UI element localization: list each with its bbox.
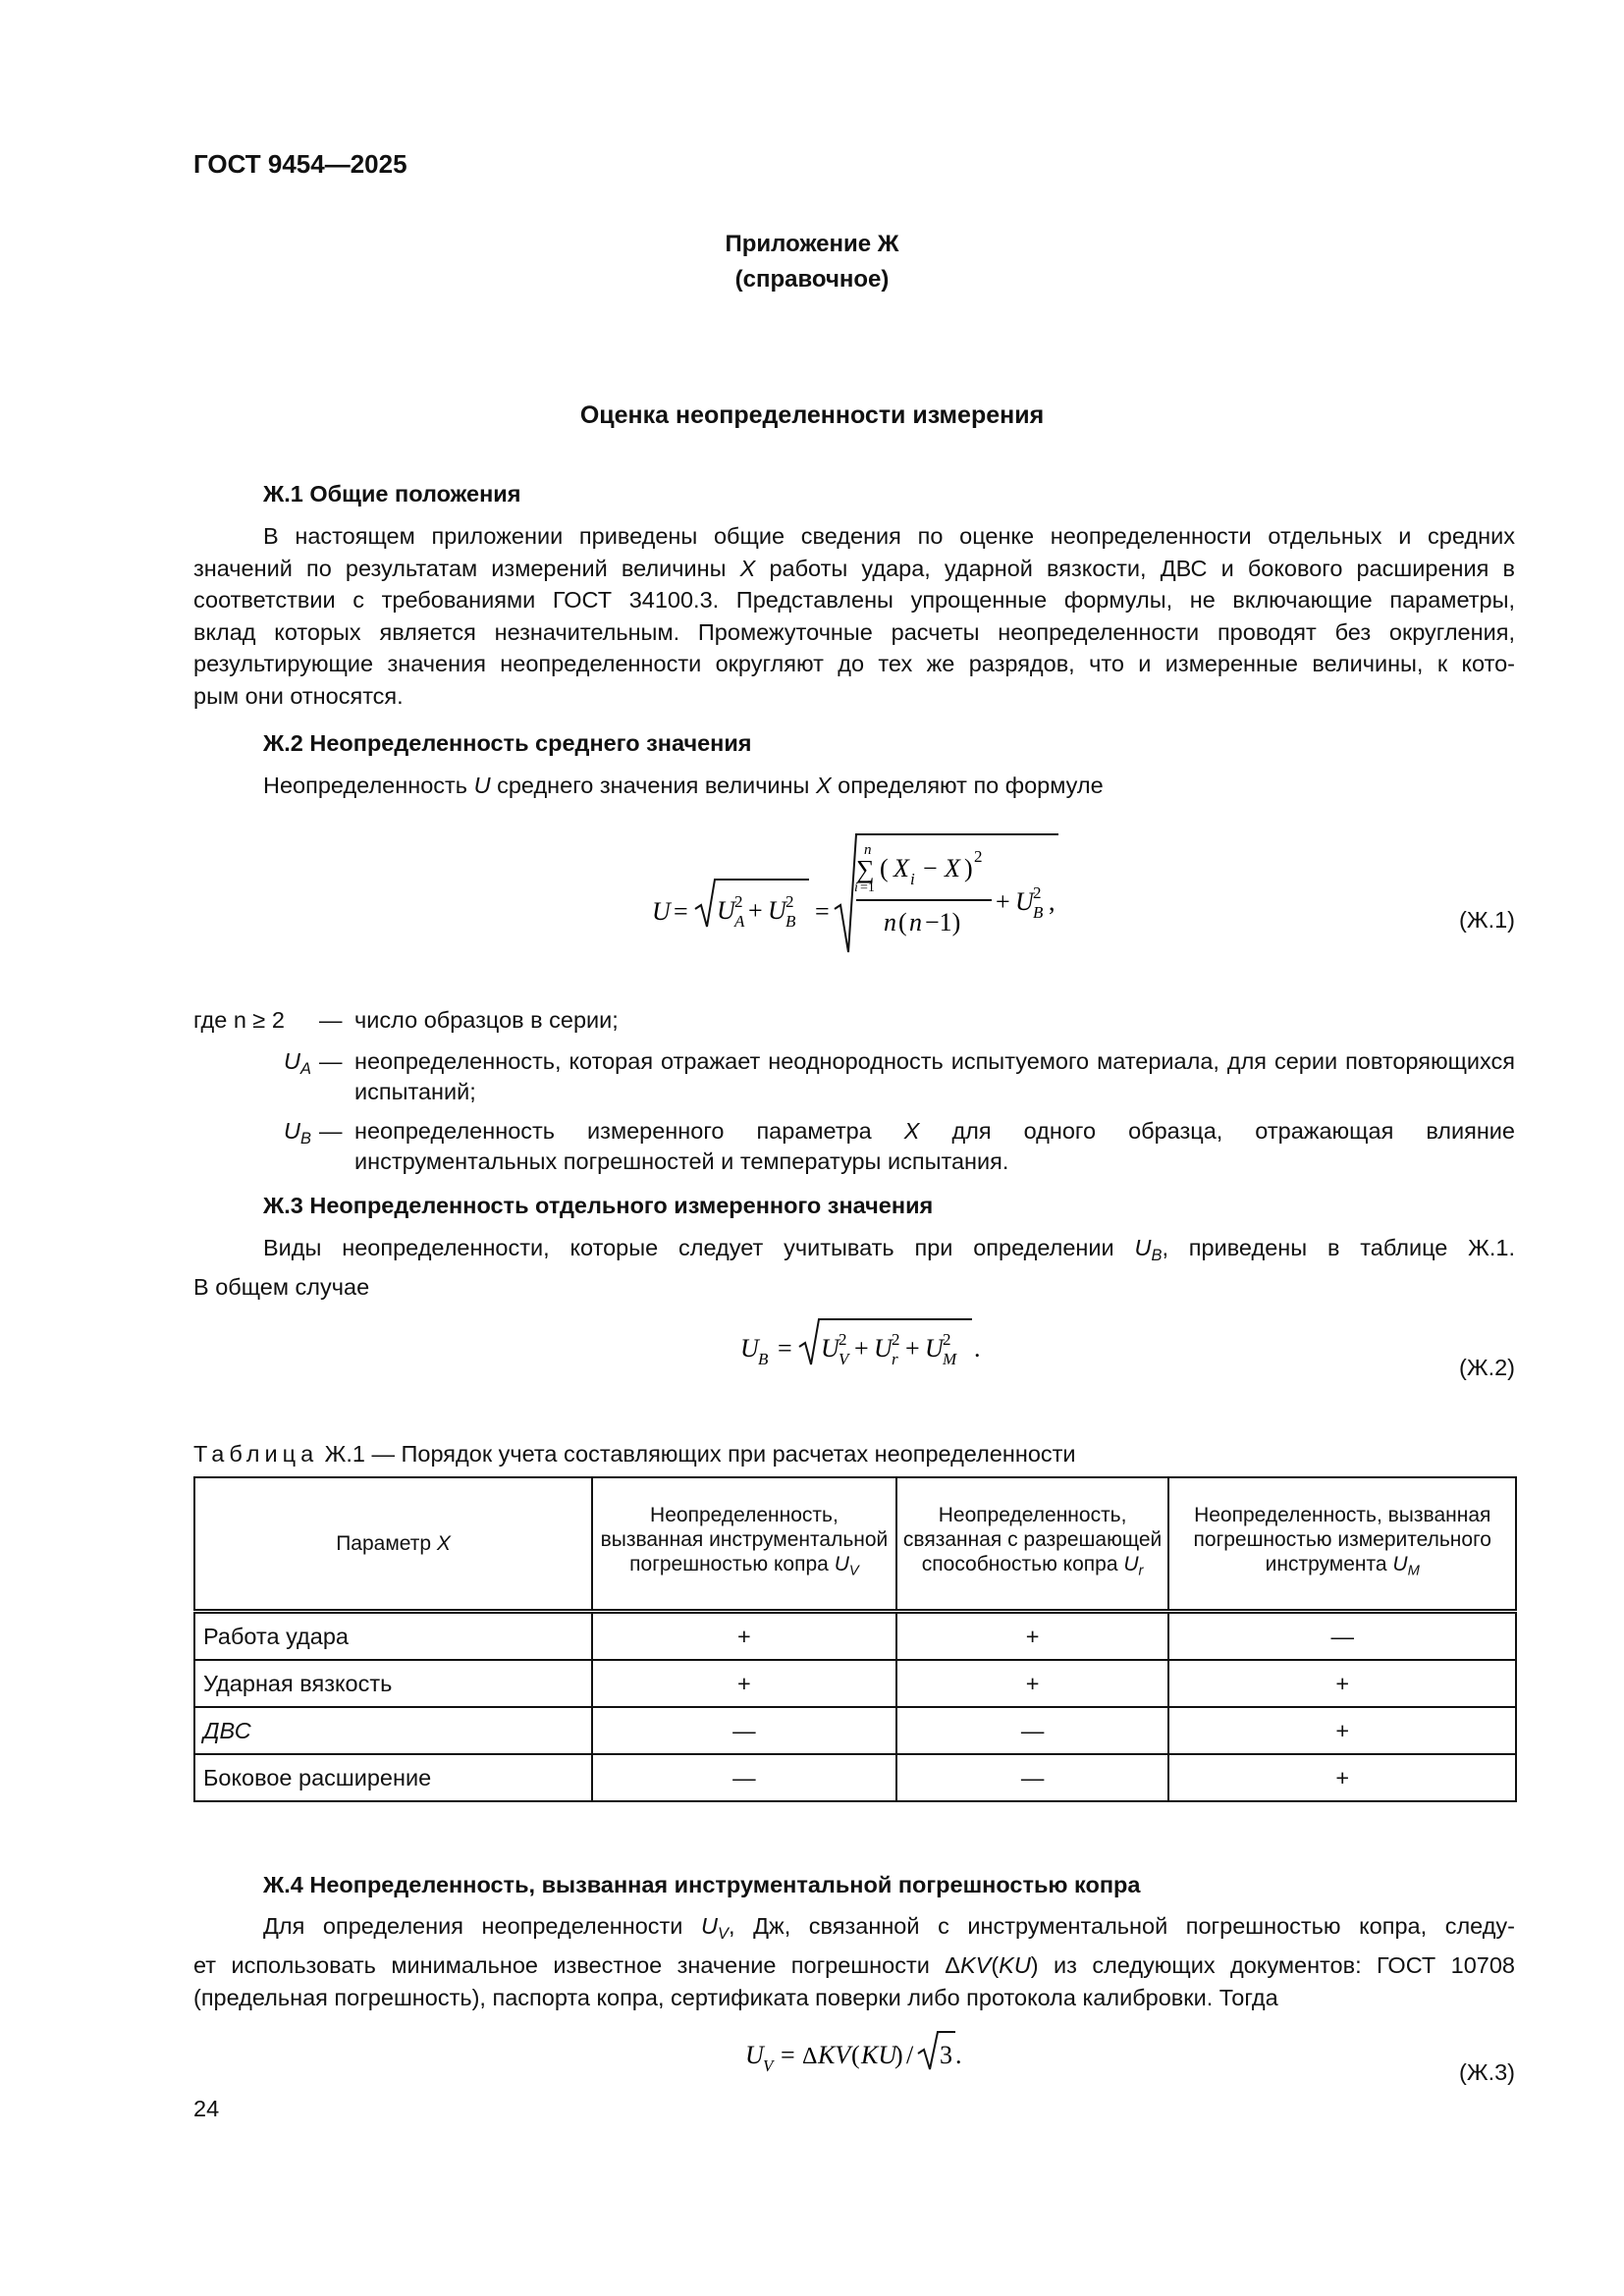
- section-1-title: Ж.1 Общие положения: [263, 481, 521, 507]
- svg-text:+: +: [996, 887, 1010, 916]
- svg-text:n: n: [884, 908, 896, 936]
- svg-text:U: U: [821, 1334, 839, 1362]
- svg-text:/: /: [906, 2041, 914, 2069]
- section-3-title: Ж.3 Неопределенность отдельного измеренного значения: [263, 1193, 934, 1218]
- svg-text:M: M: [943, 1350, 957, 1368]
- section-4-paragraph: Для определения неопределенности $U_V$, Дж, связанной с инструментальной погрешностью копра, следу- ет использовать минимальное известное значение погрешности ΔKV(KU) из следующих документов: ГОСТ 10708 (предельная погрешность), паспорта копра, сертификата поверки либо протокола калибровки. Тогда: [193, 1913, 1516, 2010]
- svg-text:(: (: [851, 2041, 860, 2069]
- svg-text:X: X: [893, 854, 909, 882]
- section-1-paragraph: [193, 520, 1515, 712]
- svg-text:): ): [964, 854, 973, 882]
- svg-text:=: =: [815, 897, 830, 926]
- svg-text:.: .: [974, 1334, 981, 1362]
- section-3-paragraph: Виды неопределенности, которые следует учитывать при определении $U_B$, приведены в таблице Ж.1. В общем случае: [193, 1235, 1515, 1301]
- svg-text:3: 3: [940, 2041, 952, 2069]
- svg-text:U: U: [745, 2041, 764, 2069]
- where-row-ua: $U_A$ — неопределенность, которая отражает неоднородность испытуемого материала, для серии повторяющихся испытаний;: [284, 1048, 1515, 1104]
- svg-text:.: .: [955, 2041, 962, 2069]
- s1-line-4: вклад которых является незначительным. Промежуточные расчеты неопределенности проводят без округления,: [193, 618, 1515, 645]
- annex-subtitle: (справочное): [734, 266, 890, 293]
- svg-text:2: 2: [943, 1330, 951, 1349]
- table-caption: Таблица Ж.1 — Порядок учета составляющих при расчетах неопределенности: [193, 1441, 1076, 1467]
- page-number: 24: [193, 2096, 220, 2121]
- svg-text:n: n: [864, 842, 872, 858]
- s1-line-2c: работы удара, ударной вязкости, ДВС и бокового расширения в: [755, 555, 1515, 581]
- main-title: Оценка неопределенности измерения: [579, 401, 1045, 429]
- svg-text:=: =: [778, 1334, 792, 1362]
- svg-text:A: A: [734, 912, 745, 931]
- where-row-ub: $U_B$ — неопределенность измеренного параметра X для одного образца, отражающая влияние инструментальных погрешностей и температуры испытания.: [284, 1118, 1515, 1174]
- table-header-cell: Неопределенность, связанная с разрешающей способностью копра $U_r$: [896, 1477, 1169, 1612]
- s1-line-2a: значений по результатам измерений величины: [193, 555, 740, 581]
- svg-text:U: U: [717, 896, 735, 925]
- s1-line-3: соответствии с требованиями ГОСТ 34100.3. Представлены упрощенные формулы, не включающие параметры,: [193, 587, 1515, 613]
- svg-text:2: 2: [839, 1330, 847, 1349]
- s1-line-5: результирующие значения неопределенности округляют до тех же разрядов, что и измеренные величины, к кото-: [193, 651, 1515, 676]
- svg-text:B: B: [785, 912, 796, 931]
- annex-heading: [0, 227, 1624, 297]
- svg-text:U: U: [740, 1334, 759, 1362]
- table-row: Работа удара + + —: [194, 1612, 1516, 1661]
- svg-text:2: 2: [974, 847, 983, 866]
- svg-text:i: i: [854, 881, 858, 895]
- svg-text:2: 2: [892, 1330, 900, 1349]
- section-2-paragraph: Неопределенность U среднего значения величины X определяют по формуле: [263, 773, 1104, 798]
- table-header-cell: Неопределенность, вызванная погрешностью измерительного инструмента $U_M$: [1168, 1477, 1516, 1612]
- svg-text:KV: KV: [818, 2041, 851, 2069]
- annex-title: Приложение Ж: [725, 231, 899, 257]
- table-row: Ударная вязкость + + +: [194, 1660, 1516, 1707]
- svg-text:+: +: [748, 896, 763, 925]
- svg-text:U: U: [925, 1334, 944, 1362]
- svg-text:−: −: [923, 854, 938, 882]
- svg-text:V: V: [763, 2056, 774, 2075]
- document-header: ГОСТ 9454—2025: [193, 149, 407, 179]
- svg-text:=1: =1: [860, 881, 875, 895]
- svg-text:,: ,: [1049, 887, 1056, 916]
- svg-text:=: =: [674, 897, 688, 926]
- svg-text:U: U: [768, 896, 786, 925]
- svg-text:X: X: [945, 854, 960, 882]
- s1-line-6: рым они относятся.: [193, 682, 404, 709]
- formula-zh3: [741, 2024, 997, 2083]
- svg-text:KU: KU: [861, 2041, 897, 2069]
- svg-text:−1): −1): [925, 908, 961, 936]
- table-row: ДВС — — +: [194, 1707, 1516, 1754]
- svg-text:2: 2: [734, 892, 743, 911]
- svg-text:=: =: [781, 2041, 795, 2069]
- svg-text:∑: ∑: [856, 855, 875, 883]
- svg-text:B: B: [758, 1350, 769, 1368]
- svg-text:+: +: [854, 1334, 869, 1362]
- table-header-cell: Параметр X: [194, 1477, 592, 1612]
- svg-text:B: B: [1033, 903, 1044, 922]
- table-row: Боковое расширение — — +: [194, 1754, 1516, 1801]
- svg-text:U: U: [652, 897, 671, 926]
- svg-text:U: U: [874, 1334, 893, 1362]
- s1-var-x: X: [739, 555, 756, 581]
- s1-line-1: В настоящем приложении приведены общие сведения по оценке неопределенности отдельных и средних: [263, 523, 1515, 549]
- section-4-title: Ж.4 Неопределенность, вызванная инструментальной погрешностью копра: [263, 1872, 1141, 1897]
- uncertainty-table: [193, 1476, 1517, 1802]
- formula-zh1: [638, 825, 1090, 962]
- svg-text:i: i: [910, 870, 915, 888]
- svg-text:2: 2: [1033, 883, 1042, 902]
- table-header-cell: Неопределенность, вызванная инструментальной погрешностью копра $U_V$: [592, 1477, 896, 1612]
- svg-text:r: r: [892, 1350, 898, 1368]
- svg-text:n: n: [909, 908, 922, 936]
- formula-zh2-number: (Ж.2): [1459, 1355, 1515, 1380]
- svg-text:+: +: [905, 1334, 920, 1362]
- formula-zh3-number: (Ж.3): [1459, 2059, 1515, 2085]
- where-row-n: где n ≥ 2 — число образцов в серии;: [193, 1007, 619, 1033]
- svg-text:(: (: [880, 854, 889, 882]
- formula-zh1-number: (Ж.1): [1459, 907, 1515, 933]
- svg-text:U: U: [1015, 887, 1034, 916]
- svg-text:2: 2: [785, 892, 794, 911]
- section-2-title: Ж.2 Неопределенность среднего значения: [263, 730, 752, 756]
- svg-text:): ): [894, 2041, 903, 2069]
- svg-text:Δ: Δ: [802, 2044, 818, 2069]
- formula-zh2: [736, 1315, 992, 1374]
- svg-text:(: (: [898, 908, 907, 936]
- svg-text:V: V: [839, 1350, 849, 1368]
